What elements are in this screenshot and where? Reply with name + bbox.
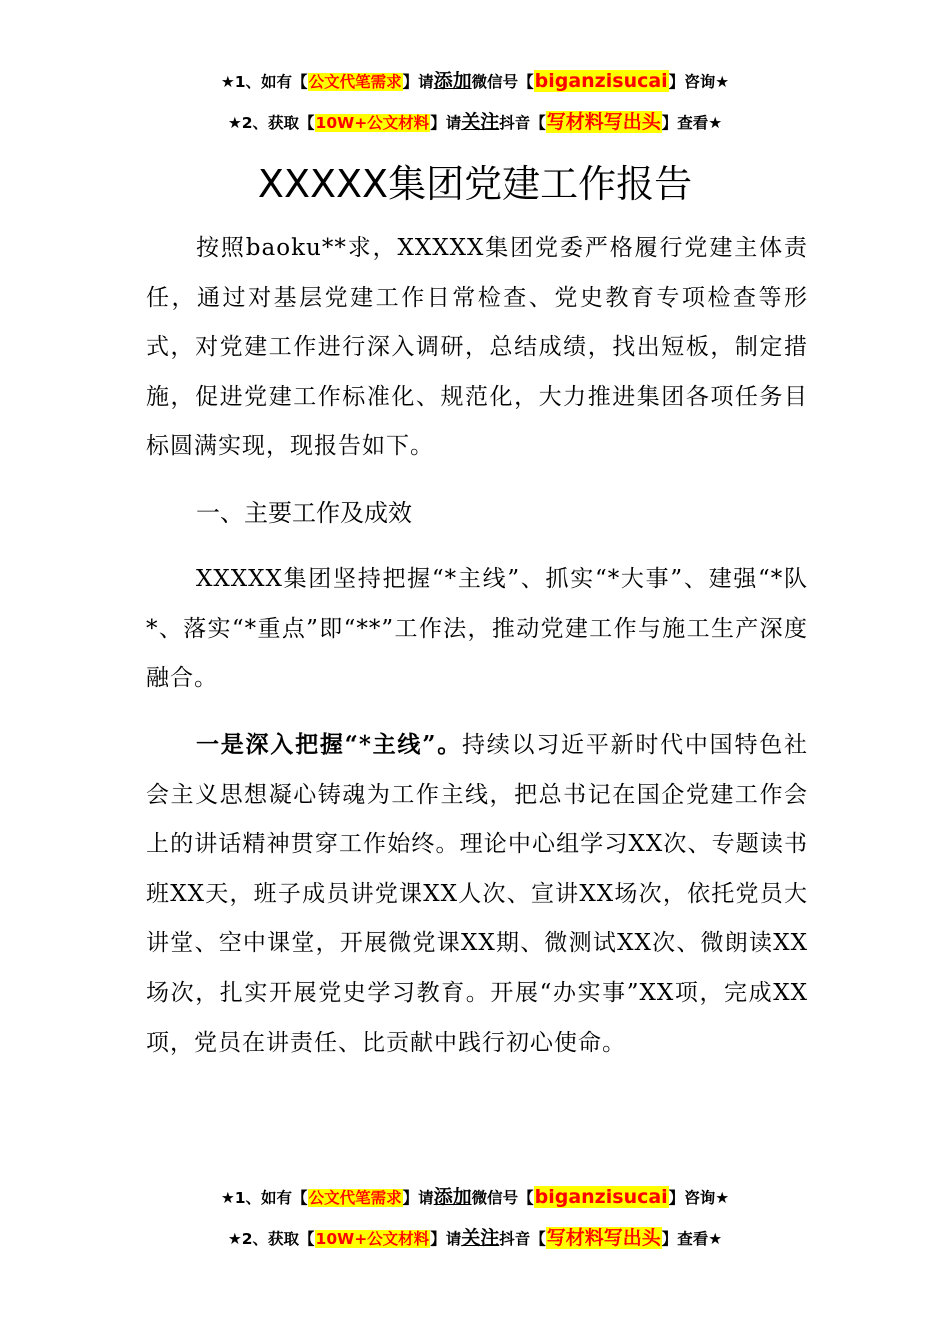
banner-highlight: 写材料写出头 xyxy=(546,1227,661,1249)
banner-text: ★2、获取【 xyxy=(227,1230,315,1248)
banner-text: 抖音【 xyxy=(499,1230,546,1248)
point-body: 持续以习近平新时代中国特色社会主义思想凝心铸魂为工作主线，把总书记在国企党建工作会上的讲话精神贯穿工作始终。理论中心组学习XX次、专题读书班XX天，班子成员讲党课XX人次、宣讲XX场次，依托党员大讲堂、空中课堂，开展微党课XX期、微测试XX次、微朗读XX场次，扎实开展党史学习教育。开展“办实事”XX项，完成XX项，党员在讲责任、比贡献中践行初心使命。 xyxy=(146,732,808,1056)
point-paragraph xyxy=(146,720,808,1068)
banner-text: 】咨询★ xyxy=(668,1189,730,1207)
banner-text: 】查看★ xyxy=(661,1230,723,1248)
banner-text: 微信号【 xyxy=(471,1189,534,1207)
banner-text: ★1、如有【 xyxy=(220,73,308,91)
section-heading: 一、主要工作及成效 xyxy=(196,499,412,527)
bottom-banner-line-1 xyxy=(0,1186,950,1209)
banner-text: 抖音【 xyxy=(499,114,546,132)
top-banner-line-1 xyxy=(0,70,950,93)
banner-text: ★1、如有【 xyxy=(220,1189,308,1207)
banner-text: 】请 xyxy=(430,1230,462,1248)
document-title: XXXXX集团党建工作报告 xyxy=(257,162,693,206)
bottom-banner-line-2 xyxy=(0,1227,950,1250)
banner-highlight: 写材料写出头 xyxy=(546,111,661,133)
banner-text: 】请 xyxy=(402,73,434,91)
intro-paragraph: 按照baoku**求，XXXXX集团党委严格履行党建主体责任，通过对基层党建工作日常检查、党史教育专项检查等形式，对党建工作进行深入调研，总结成绩，找出短板，制定措施，促进党建工作标准化、规范化，大力推进集团各项任务目标圆满实现，现报告如下。 xyxy=(146,235,808,460)
banner-text: 】查看★ xyxy=(661,114,723,132)
top-banner-line-2 xyxy=(0,111,950,134)
banner-highlight: 公文代笔需求 xyxy=(308,1189,402,1207)
banner-emphasis: 添加 xyxy=(433,70,472,92)
banner-text: 】请 xyxy=(402,1189,434,1207)
banner-emphasis: 关注 xyxy=(461,1227,500,1249)
banner-text: 】咨询★ xyxy=(668,73,730,91)
banner-highlight: 公文代笔需求 xyxy=(308,73,402,91)
banner-highlight: biganzisucai xyxy=(534,1186,668,1208)
banner-highlight: biganzisucai xyxy=(534,70,668,92)
banner-emphasis: 添加 xyxy=(433,1186,472,1208)
banner-highlight: 10W+公文材料 xyxy=(315,1230,430,1248)
banner-emphasis: 关注 xyxy=(461,111,500,133)
banner-text: ★2、获取【 xyxy=(227,114,315,132)
banner-text: 微信号【 xyxy=(471,73,534,91)
banner-text: 】请 xyxy=(430,114,462,132)
section-paragraph: XXXXX集团坚持把握“*主线”、抓实“*大事”、建强“*队*、落实“*重点”即“**”工作法，推动党建工作与施工生产深度融合。 xyxy=(146,566,808,692)
banner-highlight: 10W+公文材料 xyxy=(315,114,430,132)
point-lead: 一是深入把握“*主线”。 xyxy=(196,731,462,758)
